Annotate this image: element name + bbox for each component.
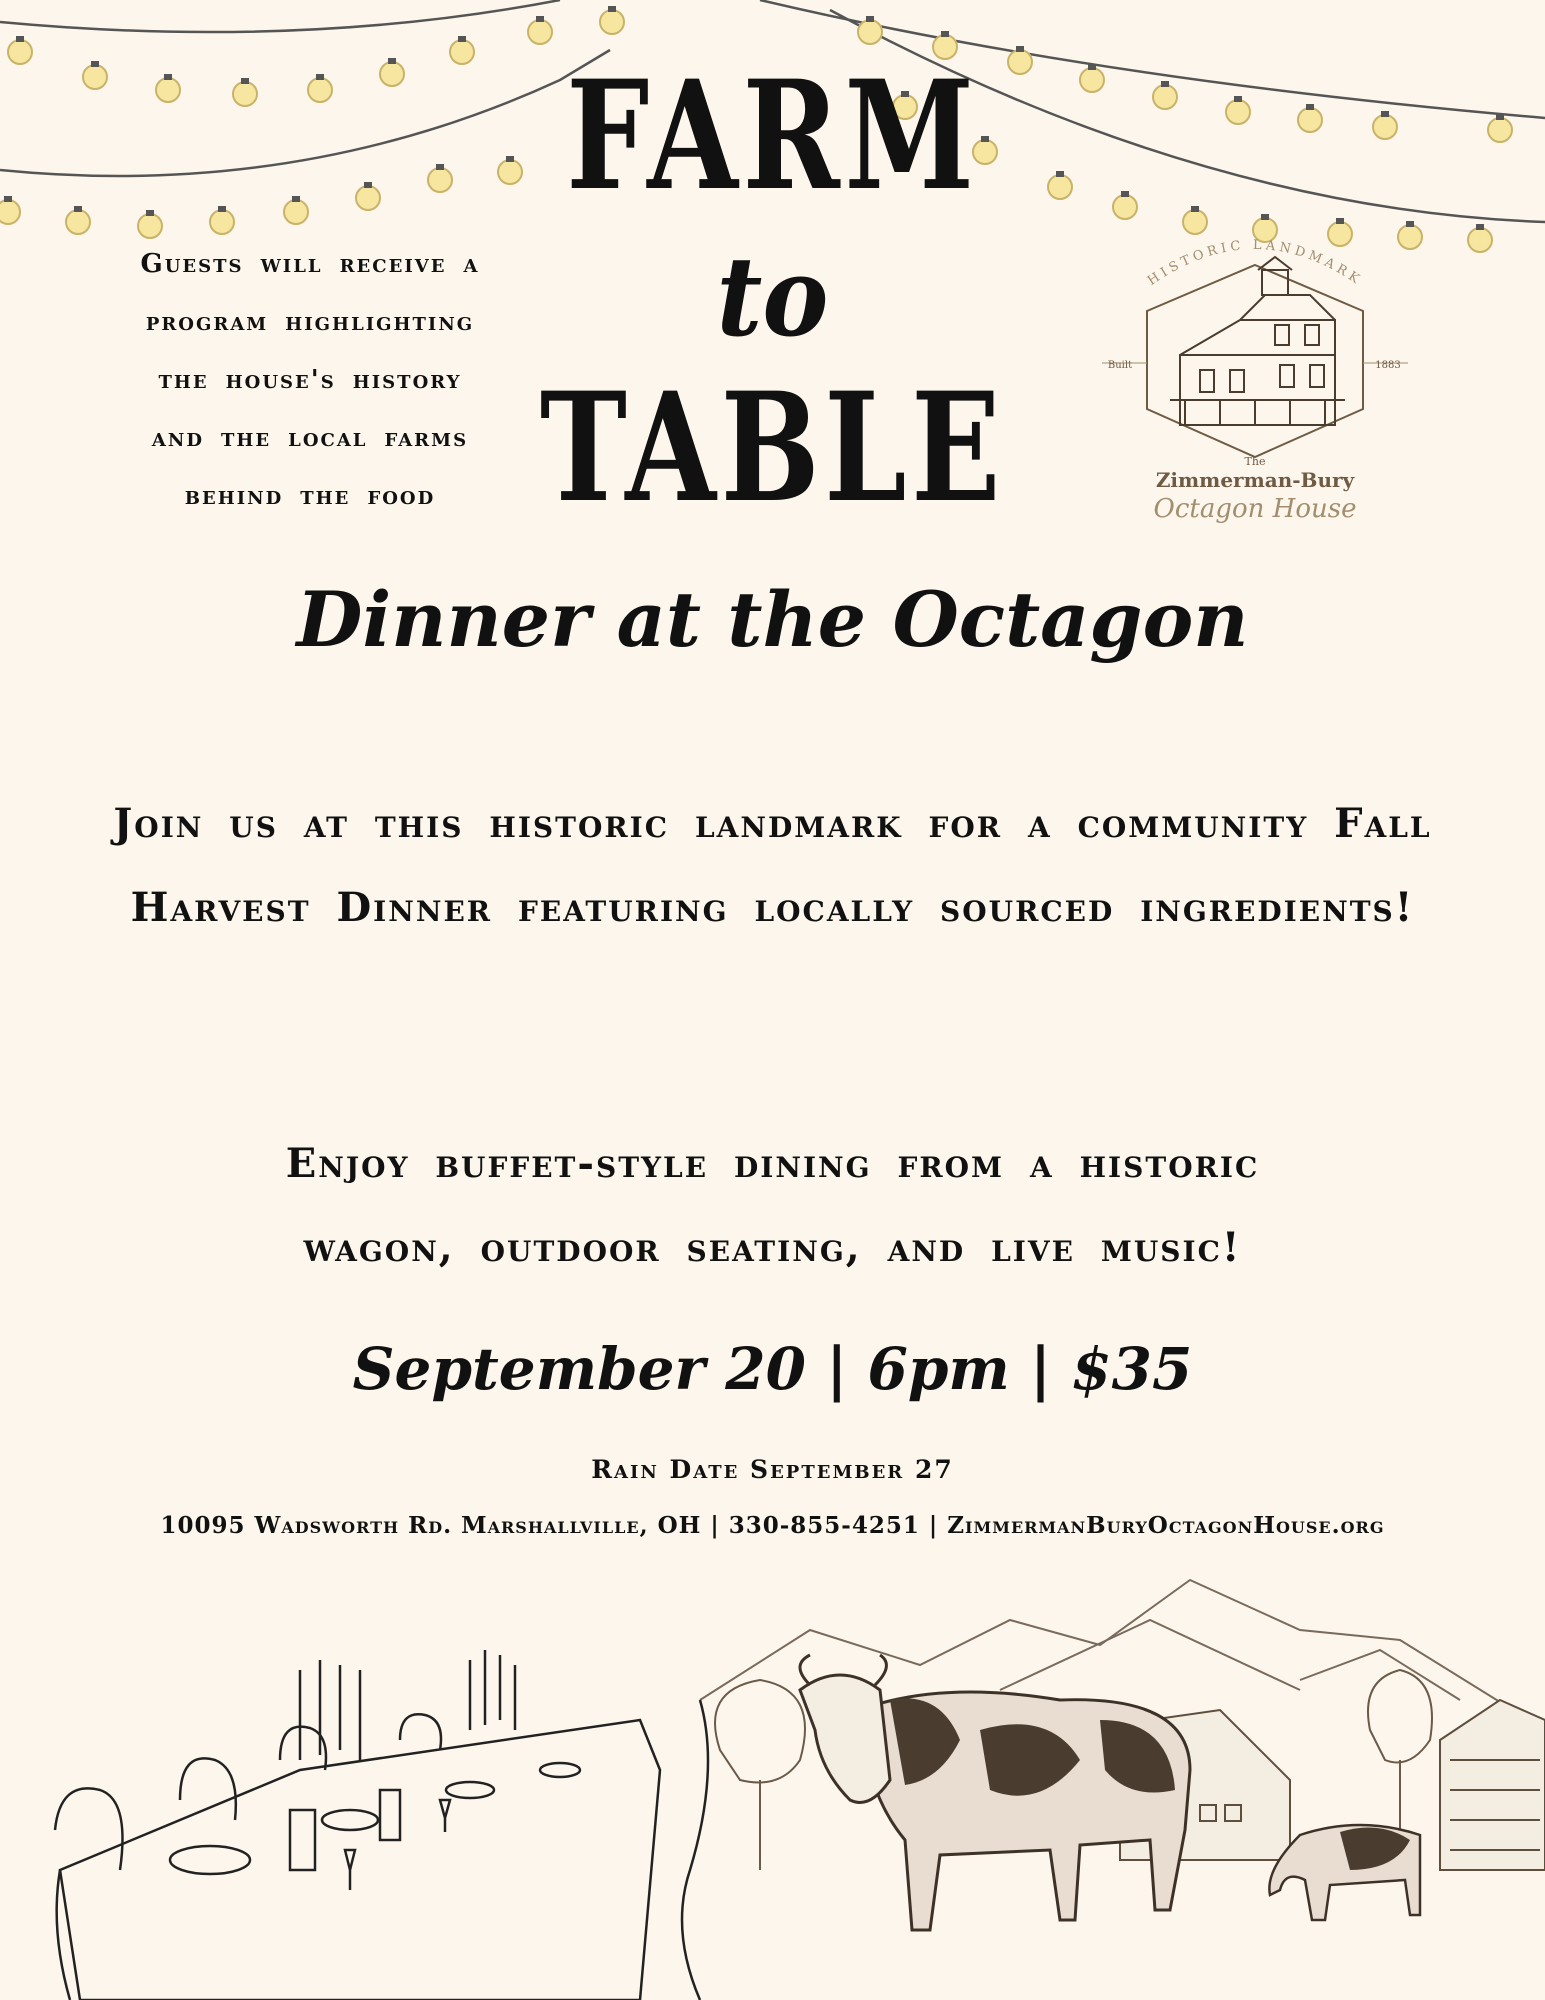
guests-note-line: the house's history [158,365,462,395]
logo-name: Zimmerman-Bury [1155,468,1355,492]
light-bulb-cap [608,6,616,12]
guests-note-line: behind the food [184,481,436,511]
light-bulb-icon [8,40,32,64]
light-bulb-cap [458,36,466,42]
light-bulb-cap [1476,224,1484,230]
logo-built-label: Built [1107,360,1133,371]
light-bulb-cap [146,210,154,216]
house-drawing-icon [1170,257,1345,425]
octagon-house-logo [1090,225,1420,535]
light-bulb-icon [1468,228,1492,252]
title-farm: FARM [566,48,979,224]
light-bulb-cap [74,206,82,212]
cow-icon [800,1655,1190,1930]
light-bulb-cap [536,16,544,22]
light-bulb-cap [16,36,24,42]
features-paragraph: Enjoy buffet-style dining from a historic wagon, outdoor seating, and live music! [285,1140,1260,1271]
light-bulb-cap [91,61,99,67]
intro-paragraph: Join us at this historic landmark for a community Fall Harvest Dinner featuring locally sourced ingredients! [113,800,1432,931]
guests-note-line: program highlighting [145,307,475,337]
guests-note-line: Guests will receive a [140,249,480,279]
light-bulb-cap [866,16,874,22]
light-bulb-cap [4,196,12,202]
rain-date: Rain Date September 27 [591,1455,954,1484]
guests-note [105,235,515,525]
light-bulb-icon [858,20,882,44]
light-bulb-cap [1381,111,1389,117]
logo-the: The [1244,455,1266,468]
light-bulb-icon [66,210,90,234]
light-bulb-icon [83,65,107,89]
title-table: TABLE [539,360,1006,536]
svg-text:HISTORIC LANDMARK [1145,238,1365,289]
light-bulb-icon [600,10,624,34]
guests-note-line: and the local farms [151,423,469,453]
calf-icon [1269,1825,1420,1920]
farm-dinner-illustration [0,1570,1545,2000]
title-to: to [716,232,829,361]
light-bulb-icon [1488,118,1512,142]
dinner-table-icon [55,1650,708,2000]
logo-year: 1883 [1375,360,1401,371]
contact-line: 10095 Wadsworth Rd. Marshallville, OH | 330-855-4251 | ZimmermanBuryOctagonHouse.org [160,1512,1385,1539]
event-date-line: September 20 | 6pm | $35 [352,1335,1193,1403]
logo-arc-text: HISTORIC LANDMARK [1145,237,1365,289]
light-bulb-icon [1373,115,1397,139]
light-bulb-icon [528,20,552,44]
light-bulb-icon [0,200,20,224]
light-bulb-cap [941,31,949,37]
logo-script: Octagon House [1153,494,1357,524]
subtitle: Dinner at the Octagon [296,575,1249,664]
light-bulb-cap [1496,114,1504,120]
